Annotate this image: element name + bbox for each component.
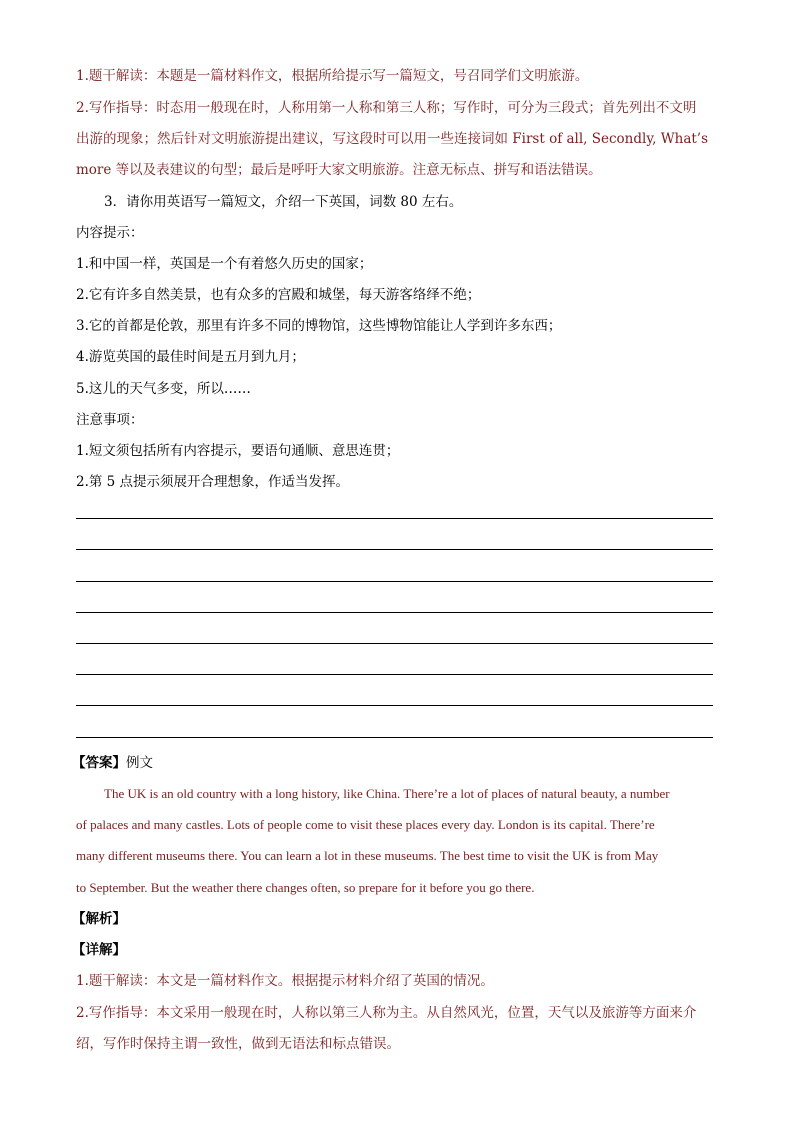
answer-header: [72, 754, 712, 772]
answer-label-suffix: 例文: [126, 755, 153, 771]
explain-line-1: 1.题干解读：本题是一篇材料作文，根据所给提示写一篇短文，号召同学们文明旅游。: [76, 68, 589, 84]
writing-line: [76, 581, 713, 582]
answer-text-line: of palaces and many castles. Lots of people come to visit these places every day. London is its capital. There’re: [76, 817, 655, 832]
answer-text-line: many different museums there. You can learn a lot in these museums. The best time to visit the UK is from May: [76, 848, 659, 863]
writing-line: [76, 705, 713, 706]
content-item: 5.这儿的天气多变，所以……: [76, 381, 251, 397]
writing-line: [76, 643, 713, 644]
content-item: 1.和中国一样，英国是一个有着悠久历史的国家；: [76, 256, 373, 272]
analysis-line-2: 2.写作指导：本文采用一般现在时，人称以第三人称为主。从自然风光，位置，天气以及旅游等方面来介: [76, 1005, 697, 1021]
explain-line-2: 2.写作指导：时态用一般现在时，人称用第一人称和第三人称；写作时，可分为三段式；首先列出不文明: [76, 100, 697, 116]
explain-line-3: 出游的现象；然后针对文明旅游提出建议，写这段时可以用一些连接词如 First of all, Secondly, What’s: [76, 131, 709, 147]
writing-line: [76, 674, 713, 675]
answer-text-line: to September. But the weather there changes often, so prepare for it before you go there.: [76, 880, 535, 895]
content-item: 4.游览英国的最佳时间是五月到九月；: [76, 349, 305, 365]
analysis-line-3: 绍，写作时保持主谓一致性，做到无语法和标点错误。: [76, 1036, 400, 1052]
answer-label: 【答案】: [72, 755, 126, 771]
content-item: 2.它有许多自然美景，也有众多的宫殿和城堡，每天游客络绎不绝；: [76, 287, 481, 303]
detail-label: 【详解】: [72, 942, 126, 958]
analysis-line-1: 1.题干解读：本文是一篇材料作文。根据提示材料介绍了英国的情况。: [76, 973, 494, 989]
answer-text-line: The UK is an old country with a long history, like China. There’re a lot of places of natural beauty, a number: [104, 786, 670, 801]
content-heading: 内容提示：: [76, 225, 144, 241]
notes-heading: 注意事项：: [76, 412, 144, 428]
writing-line: [76, 612, 713, 613]
explain-line-4: more 等以及表建议的句型；最后是呼吁大家文明旅游。注意无标点、拼写和语法错误。: [76, 162, 602, 178]
notes-item: 1.短文须包括所有内容提示，要语句通顺、意思连贯；: [76, 443, 400, 459]
writing-line: [76, 518, 713, 519]
notes-item: 2.第 5 点提示须展开合理想象，作适当发挥。: [76, 474, 350, 490]
question-prompt: 3．请你用英语写一篇短文，介绍一下英国，词数 80 左右。: [104, 194, 463, 210]
content-item: 3.它的首都是伦敦，那里有许多不同的博物馆，这些博物馆能让人学到许多东西；: [76, 318, 562, 334]
analysis-label: 【解析】: [72, 911, 126, 927]
writing-line: [76, 549, 713, 550]
writing-line: [76, 737, 713, 738]
